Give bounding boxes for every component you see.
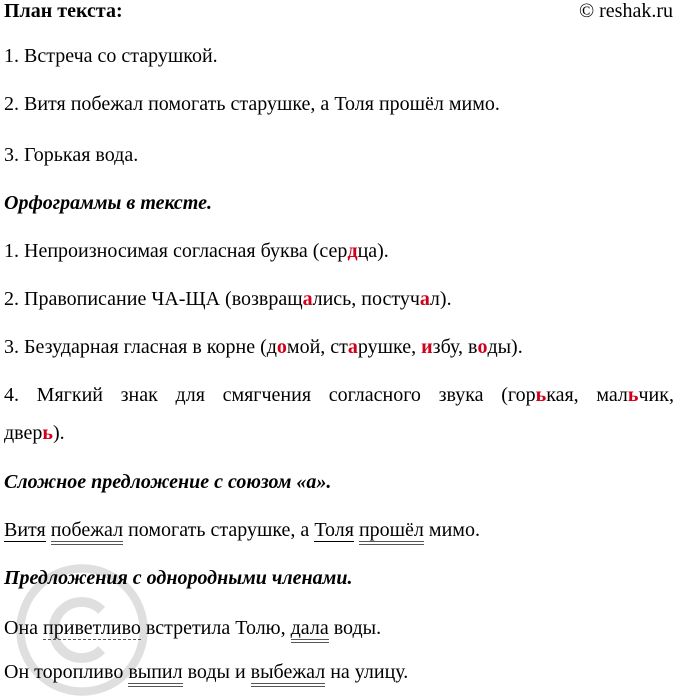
plan-item-2: 2. Витя побежал помогать старушке, а Толя прошёл мимо.: [4, 93, 500, 115]
page-title: План текста:: [4, 0, 123, 22]
orthograms-heading: Орфограммы в тексте.: [4, 192, 212, 214]
orthogram-item-2: 2. Правописание ЧА-ЩА (возвращались, постучал).: [4, 288, 452, 310]
complex-sentence-heading: Сложное предложение с союзом «а».: [4, 471, 332, 493]
plan-item-1: 1. Встреча со старушкой.: [4, 45, 218, 67]
homogeneous-heading: Предложения с однородными членами.: [4, 567, 353, 589]
subject-1: Витя: [4, 519, 46, 541]
predicate-1: побежал: [51, 519, 123, 545]
homogeneous-sentence-2: Он торопливо выпил воды и выбежал на улицу.: [4, 660, 408, 684]
orthogram-item-4-line-2: дверь).: [4, 422, 65, 444]
predicate-2: прошёл: [359, 519, 424, 545]
orthogram-item-4-line-1: 4. Мягкий знак для смягчения согласного звука (горькая, мальчик,: [4, 384, 674, 406]
orthogram-item-1: 1. Непроизносимая согласная буква (сердца).: [4, 240, 389, 262]
subject-2: Толя: [314, 519, 354, 541]
copyright-label: © reshak.ru: [578, 0, 673, 22]
orthogram-item-3: 3. Безударная гласная в корне (домой, старушке, избу, воды).: [4, 336, 523, 358]
plan-item-3: 3. Горькая вода.: [4, 144, 139, 166]
homogeneous-sentence-1: Она приветливо встретила Толю, дала воды.: [4, 616, 381, 640]
complex-sentence: Витя побежал помогать старушке, а Толя прошёл мимо.: [4, 518, 480, 542]
